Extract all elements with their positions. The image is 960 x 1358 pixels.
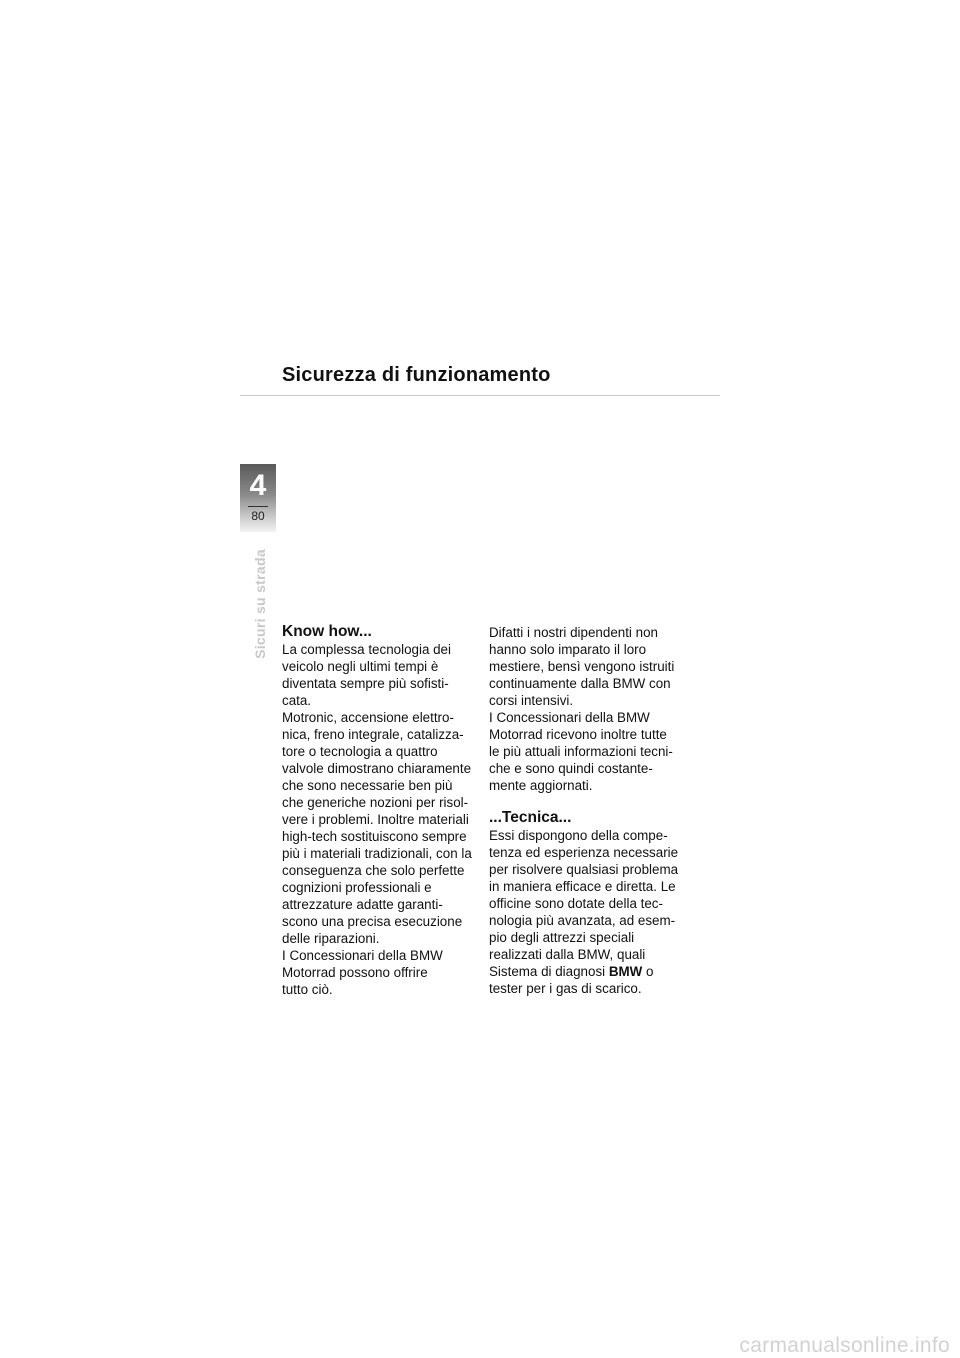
- text-line: Motorrad ricevono inoltre tutte: [489, 727, 667, 742]
- text-line: Motronic, accensione elettro-: [282, 710, 454, 725]
- text-line: cata.: [282, 693, 312, 708]
- text-line: che generiche nozioni per risol-: [282, 795, 469, 810]
- text-line: continuamente dalla BMW con: [489, 676, 671, 691]
- text-line: tore o tecnologia a quattro: [282, 744, 438, 759]
- page-number: 80: [251, 509, 265, 523]
- text-line: tester per i gas di scarico.: [489, 981, 642, 996]
- text-line: le più attuali informazioni tecni-: [489, 744, 673, 759]
- text-line: high-tech sostituiscono sempre: [282, 829, 467, 844]
- text-line: che e sono quindi costante-: [489, 761, 653, 776]
- text-line: mestiere, bensì vengono istruiti: [489, 659, 675, 674]
- text-line: scono una precisa esecuzione: [282, 914, 463, 929]
- title-divider: [240, 395, 720, 396]
- text-line: Essi dispongono della compe-: [489, 828, 668, 843]
- heading-know-how: Know how...: [282, 623, 372, 640]
- text-line: hanno solo imparato il loro: [489, 642, 647, 657]
- text-line: attrezzature adatte garanti-: [282, 897, 443, 912]
- footer-watermark: carmanualsonline.info: [739, 1334, 950, 1357]
- text-line: tenza ed esperienza necessarie: [489, 845, 679, 860]
- diagnosis-text: Sistema di diagnosi: [489, 964, 609, 979]
- text-line: pio degli attrezzi speciali: [489, 930, 635, 945]
- bmw-brand-text: BMW: [608, 964, 643, 979]
- text-line-diagnosis: [489, 963, 689, 980]
- text-line: che sono necessarie ben più: [282, 778, 453, 793]
- text-line: conseguenza che solo perfette: [282, 863, 465, 878]
- text-line: cognizioni professionali e: [282, 880, 432, 895]
- text-line: mente aggiornati.: [489, 778, 593, 793]
- text-line: diventata sempre più sofisti-: [282, 676, 449, 691]
- paragraph-spacer: [489, 794, 689, 809]
- text-line: I Concessionari della BMW: [489, 710, 650, 725]
- text-line: vere i problemi. Inoltre materiali: [282, 812, 469, 827]
- text-line: in maniera efficace e diretta. Le: [489, 879, 676, 894]
- heading-tecnica: ...Tecnica...: [489, 809, 572, 826]
- text-line: tutto ciò.: [282, 982, 333, 997]
- side-section-label: Sicuri su strada: [252, 549, 268, 659]
- text-line: La complessa tecnologia dei: [282, 642, 451, 657]
- text-line: delle riparazioni.: [282, 931, 380, 946]
- text-line: Motorrad possono offrire: [282, 965, 428, 980]
- text-line: veicolo negli ultimi tempi è: [282, 659, 439, 674]
- page-title: Sicurezza di funzionamento: [282, 364, 551, 386]
- text-line: valvole dimostrano chiaramente: [282, 761, 472, 776]
- text-line: più i materiali tradizionali, con la: [282, 846, 472, 861]
- text-line: per risolvere qualsiasi problema: [489, 862, 679, 877]
- left-column: [282, 623, 482, 998]
- text-line: realizzati dalla BMW, quali: [489, 947, 646, 962]
- text-line: corsi intensivi.: [489, 693, 574, 708]
- chapter-tab: [240, 464, 276, 532]
- text-line: nologia più avanzata, ad esem-: [489, 913, 676, 928]
- text-line: Difatti i nostri dipendenti non: [489, 625, 658, 640]
- text-line: I Concessionari della BMW: [282, 948, 443, 963]
- right-column: [489, 624, 689, 997]
- diagnosis-text-suffix: o: [642, 964, 654, 979]
- text-line: officine sono dotate della tec-: [489, 896, 663, 911]
- chapter-tab-divider: [248, 506, 268, 507]
- text-line: nica, freno integrale, catalizza-: [282, 727, 464, 742]
- chapter-number: 4: [249, 469, 267, 502]
